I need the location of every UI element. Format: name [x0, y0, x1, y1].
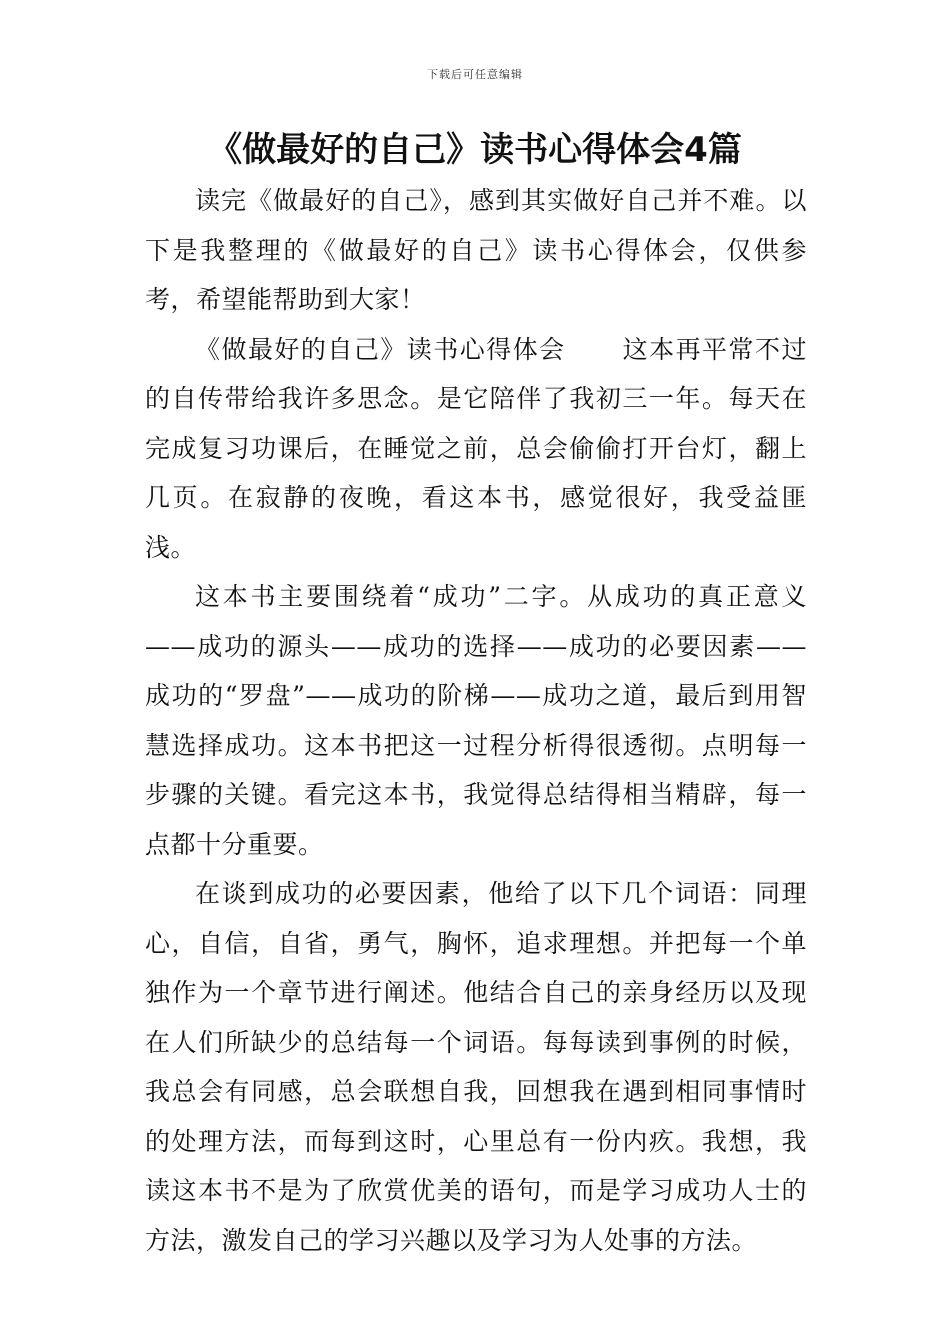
document-title: 《做最好的自己》读书心得体会4篇 [208, 130, 742, 170]
section-paragraph [145, 325, 807, 573]
intro-paragraph: 读完《做最好的自己》，感到其实做好自己并不难。以下是我整理的《做最好的自己》读书心得体会，仅供参考，希望能帮助到大家！ [145, 186, 807, 314]
section-heading: 《做最好的自己》读书心得体会 [195, 334, 566, 364]
document-body [145, 176, 807, 1265]
section-body: 这本再平常不过的自传带给我许多思念。是它陪伴了我初三一年。每天在完成复习功课后，在睡觉之前，总会偷偷打开台灯，翻上几页。在寂静的夜晚，看这本书，感觉很好，我受益匪浅。 [145, 334, 807, 562]
paragraph-4: 在谈到成功的必要因素，他给了以下几个词语：同理心，自信，自省，勇气，胸怀，追求理想。并把每一个单独作为一个章节进行阐述。他结合自己的亲身经历以及现在人们所缺少的总结每一个词语。每每读到事例的时候，我总会有同感，总会联想自我，回想我在遇到相同事情时的处理方法，而每到这时，心里总有一份内疚。我想，我读这本书不是为了欣赏优美的语句，而是学习成功人士的方法，激发自己的学习兴趣以及学习为人处事的方法。 [145, 879, 807, 1255]
paragraph-3: 这本书主要围绕着“成功”二字。从成功的真正意义——成功的源头——成功的选择——成功的必要因素——成功的“罗盘”——成功的阶梯——成功之道，最后到用智慧选择成功。这本书把这一过程分析得很透彻。点明每一步骤的关键。看完这本书，我觉得总结得相当精辟，每一点都十分重要。 [145, 582, 807, 859]
header-note: 下载后可任意编辑 [427, 68, 523, 81]
